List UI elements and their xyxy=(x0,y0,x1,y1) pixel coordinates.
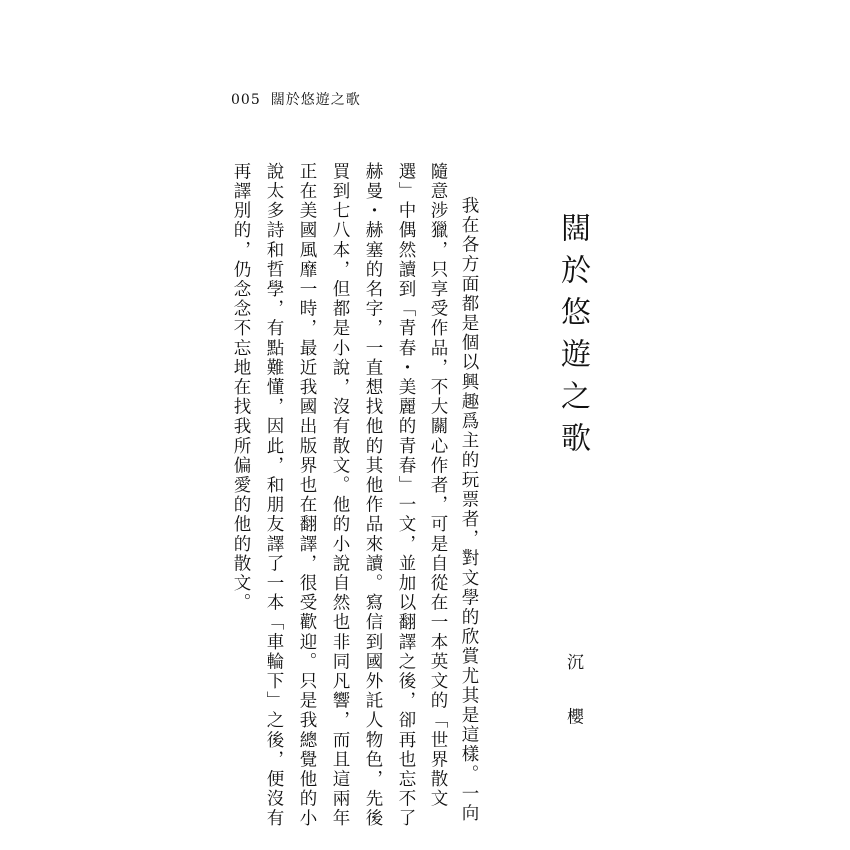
text-column-6: 正在美國風靡一時，最近我國出版界也在翻譯，很受歡迎。只是我總覺他的小 xyxy=(297,162,317,829)
essay-title: 闊於悠遊之歌 xyxy=(555,212,590,464)
text-column-8: 再譯別的，仍念念不忘地在找我所偏愛的他的散文。 xyxy=(231,162,251,613)
running-title: 闊於悠遊之歌 xyxy=(270,92,361,108)
text-column-7: 說太多詩和哲學，有點難懂，因此，和朋友譯了一本「車輪下」之後，便沒有 xyxy=(264,162,284,829)
text-column-3: 選」中偶然讀到「青春・美麗的青春」一文，並加以翻譯之後，卻再也忘不了 xyxy=(396,162,416,829)
page-number: 005 xyxy=(231,92,261,108)
text-column-1: 我在各方面都是個以興趣爲主的玩票者，對文學的欣賞尤其是這樣。一向 xyxy=(459,196,479,824)
author-name: 沉 櫻 xyxy=(563,653,583,741)
text-column-5: 買到七八本，但都是小說，沒有散文。他的小說自然也非同凡響，而且這兩年 xyxy=(330,162,350,829)
text-column-4: 赫曼・赫塞的名字，一直想找他的其他作品來讀。寫信到國外託人物色，先後 xyxy=(363,162,383,829)
running-header xyxy=(231,90,361,110)
text-column-2: 隨意涉獵，只享受作品，不大關心作者，可是自從在一本英文的「世界散文 xyxy=(428,162,448,809)
